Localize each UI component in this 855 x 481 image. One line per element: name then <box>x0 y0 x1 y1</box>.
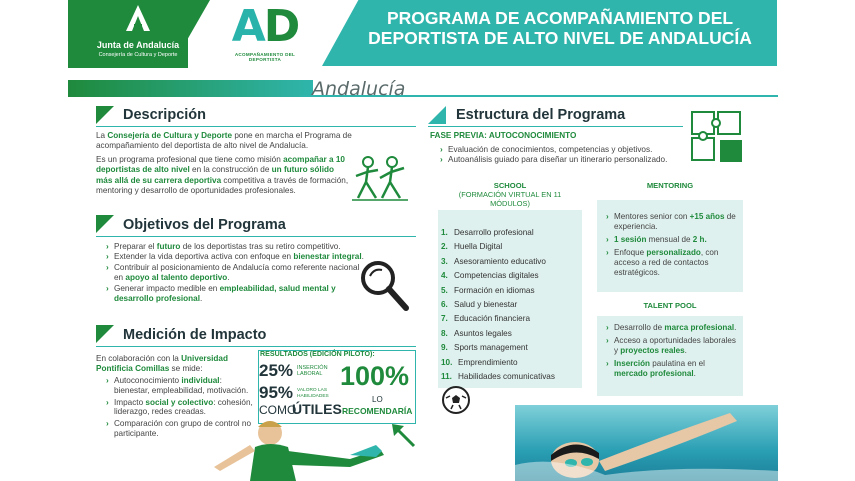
list-item: 5. Formación en idiomas <box>441 285 535 295</box>
objetivos-list <box>106 242 366 304</box>
ad-logo-caption: ACOMPAÑAMIENTO DEL DEPORTISTA <box>234 52 296 62</box>
title-line-1: PROGRAMA DE ACOMPAÑAMIENTO DEL <box>386 8 734 28</box>
magnifier-icon <box>358 258 410 313</box>
objetivos-heading: Objetivos del Programa <box>123 217 286 233</box>
result-value-2: 95% <box>259 383 294 402</box>
soccer-ball-icon <box>442 386 470 414</box>
result-label-3a: LO <box>372 395 383 404</box>
list-item: › Inserción paulatina en el mercado profesional. <box>606 359 740 379</box>
school-heading: SCHOOL (FORMACIÓN VIRTUAL EN 11 MÓDULOS) <box>458 181 562 208</box>
section-divider <box>96 236 416 237</box>
school-module-list <box>441 226 555 384</box>
athletes-icon <box>350 154 410 204</box>
list-item: › Acceso a oportunidades laborales y proyectos reales. <box>606 336 740 356</box>
result-value-3: 100% <box>340 361 410 391</box>
list-item: 6. Salud y bienestar <box>441 300 518 310</box>
list-item: › Mentores senior con +15 años de experiencia. <box>606 212 740 232</box>
list-item: › 1 sesión mensual de 2 h. <box>606 235 740 245</box>
list-item: 3. Asesoramiento educativo <box>441 256 546 266</box>
list-item: › Comparación con grupo de control no participante. <box>106 419 256 439</box>
results-heading: RESULTADOS (EDICIÓN PILOTO): <box>260 350 375 358</box>
list-item: › Extender la vida deportiva activa con enfoque en bienestar integral. <box>106 252 366 262</box>
arrow-icon <box>388 420 418 450</box>
result-label-3b: RECOMENDARÍA <box>342 406 413 416</box>
list-item: › Preparar el futuro de los deportistas tras su retiro competitivo. <box>106 242 366 252</box>
list-item: 7. Educación financiera <box>441 314 531 324</box>
section-marker-icon <box>96 215 114 233</box>
list-item: › Autoconocimiento individual: bienestar, empleabilidad, motivación. <box>106 376 256 396</box>
mentoring-heading: MENTORING <box>646 181 694 190</box>
descripcion-p1: La Consejería de Cultura y Deporte pone en marcha el Programa de acompañamiento del deportista de alto nivel de Andalucía. <box>96 131 352 151</box>
section-marker-icon <box>96 325 114 343</box>
logo-subtitle: Consejería de Cultura y Deporte <box>98 52 178 58</box>
list-item: › Generar impacto medible en empleabilidad, salud mental y desarrollo profesional. <box>106 284 366 305</box>
andalucia-label: Andalucía <box>312 78 406 100</box>
result-label-1: INSERCIÓN LABORAL <box>297 365 328 378</box>
result-label-2: VALORO LAS HABILIDADES <box>297 388 329 400</box>
list-item: 8. Asuntos legales <box>441 328 512 338</box>
mentoring-list <box>606 212 740 278</box>
descripcion-heading: Descripción <box>123 107 206 123</box>
ad-program-logo <box>222 2 308 68</box>
list-item: › Impacto social y colectivo: cohesión, liderazgo, redes creadas. <box>106 398 256 418</box>
list-item: › Desarrollo de marca profesional. <box>606 323 740 333</box>
list-item: 10. Emprendimiento <box>441 357 518 367</box>
descripcion-p2: Es un programa profesional que tiene como misión acompañar a 10 deportistas de alto nivel en la construcción de un futuro sólido más allá de su carrera deportiva competitiva a través de formación, mentoring y desarrollo de oportunidades profesionales. <box>96 155 349 196</box>
list-item: 11. Habilidades comunicativas <box>441 372 555 382</box>
list-item: › Contribuir al posicionamiento de Andalucía como referente nacional en apoyo al talento deportivo. <box>106 263 366 284</box>
junta-emblem-icon <box>88 4 188 38</box>
soccer-player-photo <box>200 415 390 481</box>
list-item: 2. Huella Digital <box>441 242 503 252</box>
medicion-intro: En colaboración con la Universidad Pontificia Comillas se mide: <box>96 354 228 374</box>
gradient-band <box>68 80 313 97</box>
talent-pool-list <box>606 323 740 379</box>
result-utiles: ÚTILES <box>292 401 342 417</box>
result-value-1: 25% <box>259 361 294 380</box>
list-item: › Autoanálisis guiado para diseñar un itinerario personalizado. <box>440 155 690 165</box>
title-line-2: DEPORTISTA DE ALTO NIVEL DE ANDALUCÍA <box>368 28 752 48</box>
junta-andalucia-logo <box>88 4 188 64</box>
medicion-heading: Medición de Impacto <box>123 327 267 343</box>
list-item: › Enfoque personalizado, con acceso a red de contactos estratégicos. <box>606 248 740 278</box>
list-item: 1. Desarrollo profesional <box>441 228 534 237</box>
section-divider <box>96 126 416 127</box>
section-divider <box>96 346 416 347</box>
ad-logo-mark: AD <box>231 1 299 52</box>
list-item: › Evaluación de conocimientos, competencias y objetivos. <box>440 145 690 155</box>
talent-pool-heading: TALENT POOL <box>643 301 697 310</box>
section-marker-icon <box>96 106 114 124</box>
page-title <box>345 8 775 48</box>
section-divider <box>428 126 683 127</box>
list-item: 9. Sports management <box>441 343 528 353</box>
estructura-heading: Estructura del Programa <box>456 107 626 123</box>
swimmer-photo <box>515 405 778 481</box>
puzzle-icon <box>688 108 746 164</box>
logo-name: Junta de Andalucía <box>96 40 180 50</box>
section-marker-icon <box>428 106 446 124</box>
fase-previa-list <box>440 145 690 166</box>
fase-previa-title: FASE PREVIA: AUTOCONOCIMIENTO <box>430 131 577 140</box>
result-como: COMO <box>259 403 297 417</box>
list-item: 4. Competencias digitales <box>441 271 539 281</box>
